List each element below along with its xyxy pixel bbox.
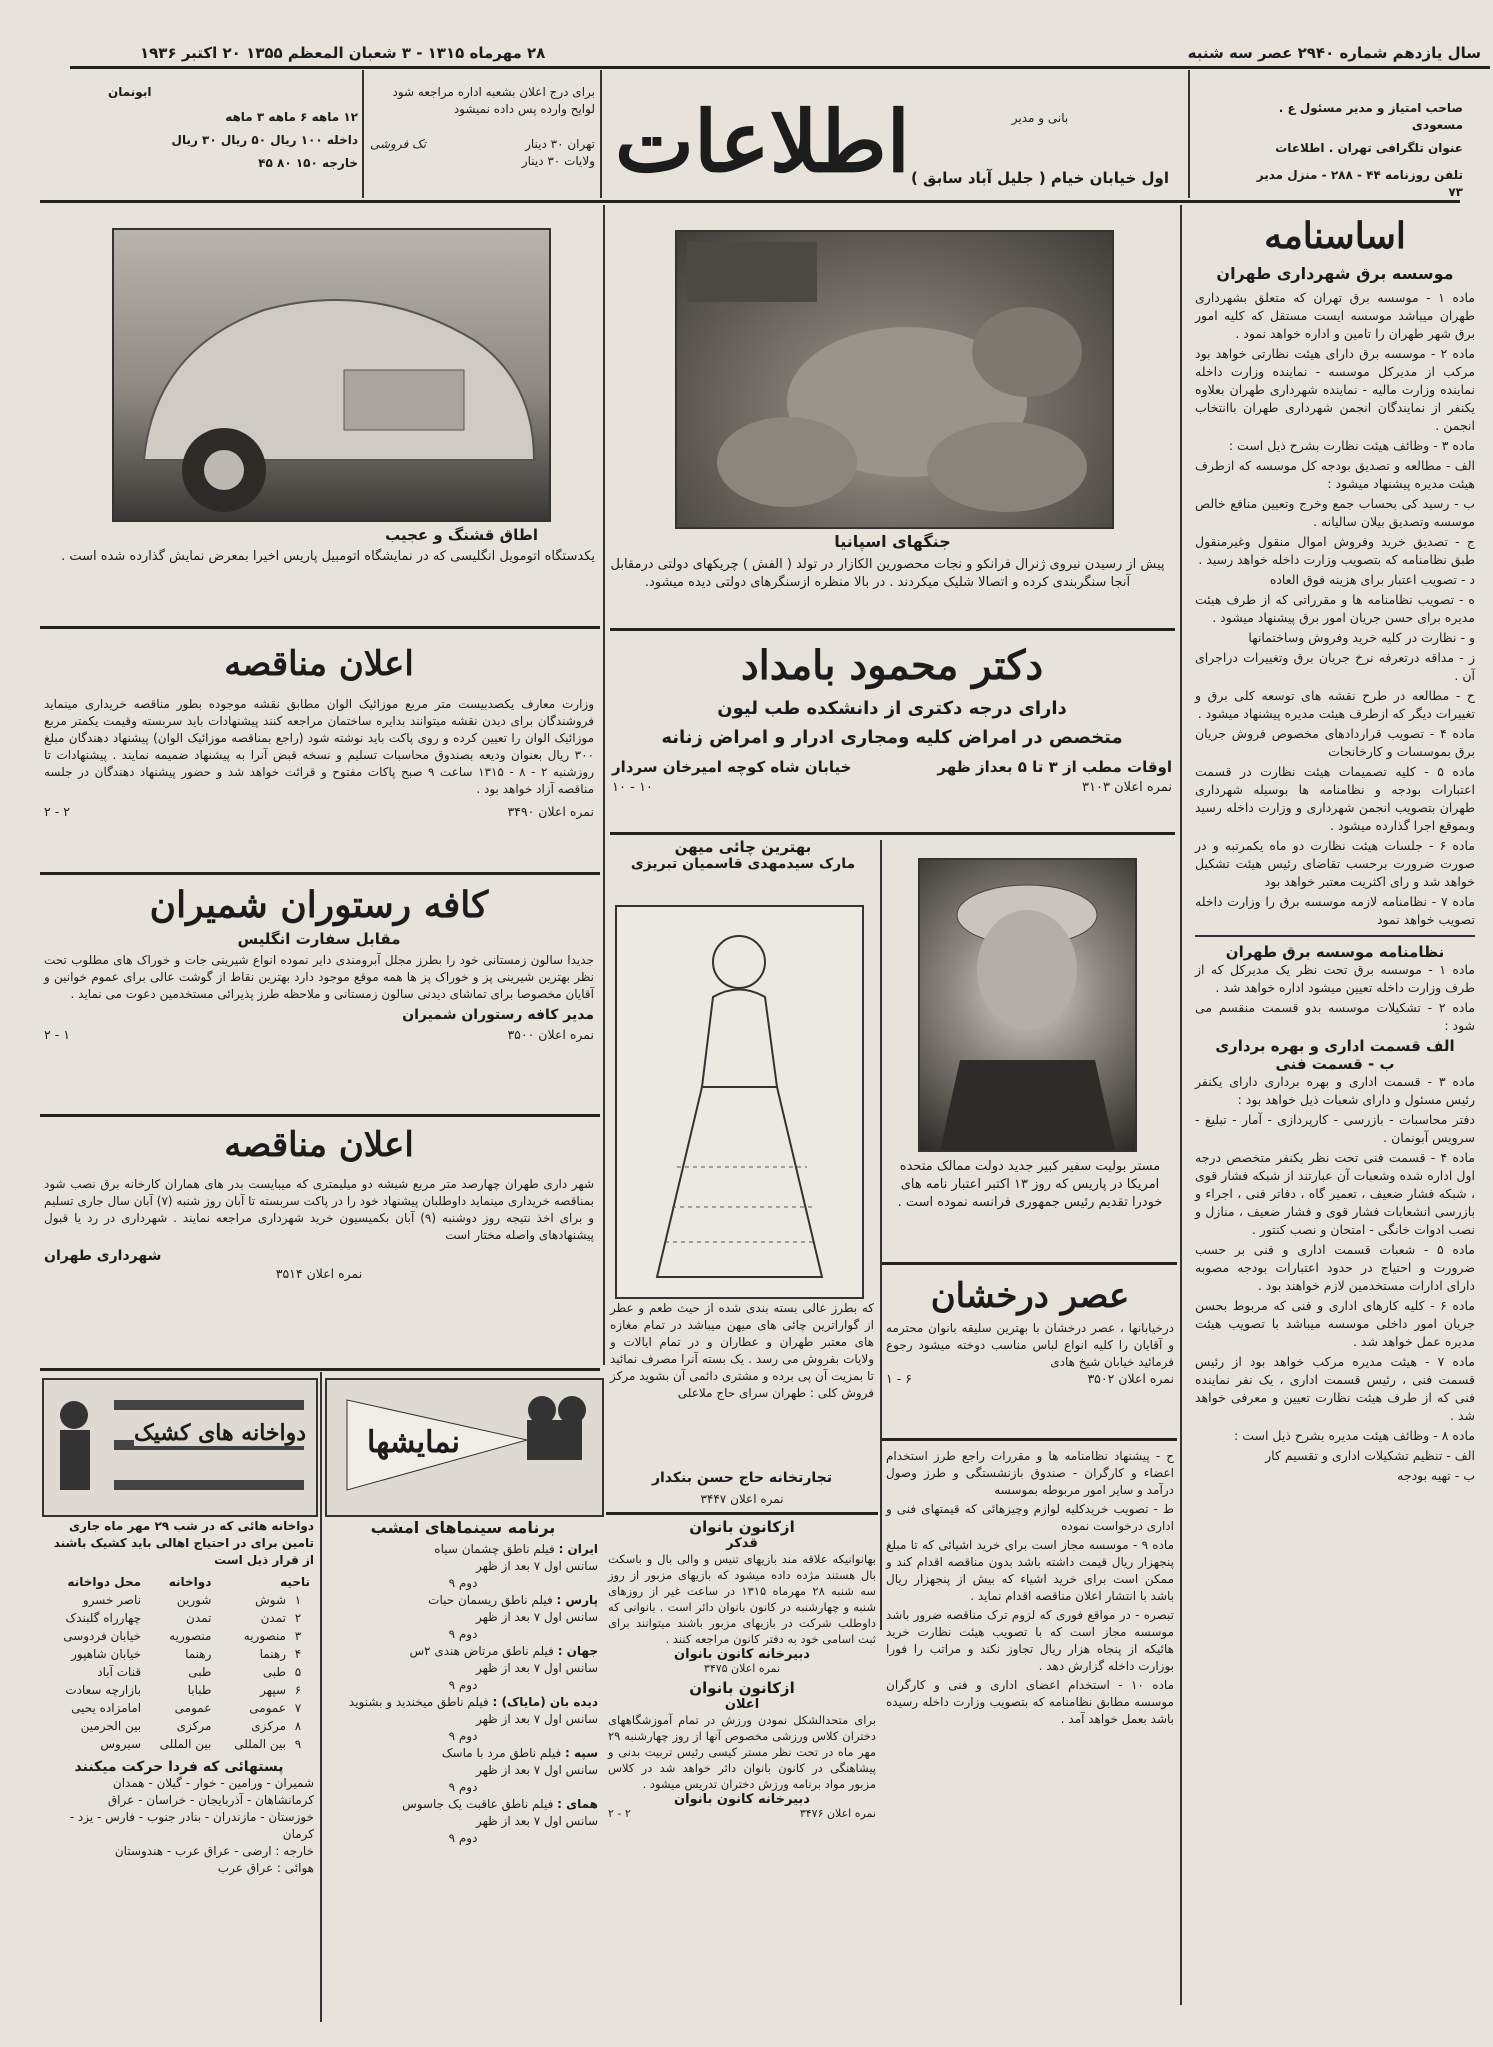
table-row xyxy=(44,1645,314,1663)
phone-line: تلفن روزنامه ۴۴ - ۲۸۸ - منزل مدیر ۷۳ xyxy=(1256,168,1463,199)
car-story-caption: یکدستگاه اتومویل انگلیسی که در نمایشگاه اتومبیل پاریس اخیرا بمعرض نمایش گذارده شده است . xyxy=(61,549,595,564)
tender1-top-rule xyxy=(40,626,600,629)
row-location: امامزاده یحیی xyxy=(71,1701,142,1715)
statute-title: اساسنامه xyxy=(1264,215,1406,257)
masthead-divider-1 xyxy=(1188,70,1190,198)
row-pharmacy: شورین xyxy=(176,1593,212,1607)
womens-club-top-rule xyxy=(606,1512,878,1515)
masthead-address-block xyxy=(900,110,1180,187)
row-num: ۶ xyxy=(294,1683,302,1697)
masthead-owner-block xyxy=(1238,100,1463,201)
tender2-body: شهر داری طهران چهارصد متر مربع شیشه دو میلیمتری که میبایست بدر های هماران کارخانه برق نصب شود بمناقصه خریداری مینماید داوطلبان پیشنهاد خود را در پاکت سربسته تا آبان روز شنبه (۷) آبان سال جاری تسلیم و برای اخذ نتیجه روز دوشنبه (۹) آبان بکمیسیون خرید شهرداری مراجعه نمایند . شهرداری در رد یا قبول پیشنهادهای واصله مختار است xyxy=(44,1177,594,1242)
statute-para: ز - مداقه درتعرفه نرخ جریان برق وتغییرات دراجرای آن . xyxy=(1195,650,1475,683)
row-num: ۱ xyxy=(294,1593,302,1607)
mail-line: هوائی : عراق عرب xyxy=(217,1861,314,1875)
woman-illustration xyxy=(617,907,862,1297)
mail-line: خوزستان - مازندران - بنادر جنوب - فارس - یزد - کرمان xyxy=(69,1810,314,1841)
cinema-entry xyxy=(328,1796,598,1847)
section-a-title: الف قسمت اداری و بهره برداری xyxy=(1215,1037,1455,1055)
table-header xyxy=(44,1573,314,1591)
statute-para: ماده ۶ - جلسات هیئت نظارت دو ماه یکمرتبه و در صورت ضرورت برحسب تقاضای رئیس هیئت تشکیل خواهد شد و رای اکثریت معتبر خواهد بود xyxy=(1195,838,1476,889)
row-location: بین الحرمین xyxy=(80,1719,142,1733)
masthead-divider-2 xyxy=(600,70,602,198)
cafe-ref: نمره اعلان ۳۵۰۰ xyxy=(507,1027,594,1042)
cinema-show: دوم ۹ xyxy=(448,1678,478,1692)
statute-para: ماده ۵ - کلیه تصمیمات هیئت نظارت در قسمت اعتبارات بودجه و نظامنامه ها بوسیله شهرداری طهران بتصویب انجمن شهرداری و وزارت داخله رسید وبموقع اجرا گذارده میشود . xyxy=(1195,764,1476,833)
cinema-show: سانس اول ۷ بعد از ظهر xyxy=(476,1712,598,1726)
cinema-film: فیلم ناطق عاقبت یک جاسوس xyxy=(402,1797,554,1811)
cinema-show: سانس اول ۷ بعد از ظهر xyxy=(476,1814,598,1828)
asr-title: عصر درخشان xyxy=(930,1276,1130,1316)
asr-ref-date: ۶ - ۱ xyxy=(886,1371,912,1386)
section-para: ماده ۵ - شعبات قسمت اداری و فنی بر حسب ضرورت و احتیاج در حدود اعتبارات بودجه مصوبه دارای ادارات مستخدمین لازم خواهند بود . xyxy=(1195,1242,1476,1293)
doctor-ref-date: ۱۰ - ۱۰ xyxy=(612,780,653,795)
pharmacy-list xyxy=(44,1518,314,1877)
car-story-title: اطاق قشنگ و عجیب xyxy=(385,526,538,544)
col-pharmacy: دواخانه xyxy=(168,1575,212,1589)
cinema-film: فیلم ناطق مرتاض هندی ۲س xyxy=(409,1644,554,1658)
table-row xyxy=(44,1717,314,1735)
ad-note-2: لوایح وارده پس داده نمیشود xyxy=(453,102,595,116)
table-row xyxy=(44,1627,314,1645)
cinema-show: دوم ۹ xyxy=(448,1576,478,1590)
doctor-hours: اوقات مطب از ۳ تا ۵ بعداز ظهر xyxy=(937,758,1172,776)
row-pharmacy: منصوریه xyxy=(169,1629,212,1643)
tea-body: که بطرز عالی بسته بندی شده از حیث طعم و عطر از گواراترین چائی های میهن میباشد در تمام مغازه های معتبر طهران و عطاران و در تمام ایالات و ولایات بفروش می رسد . یک بسته آنرا مصرف نمائید تا بمزیت آن پی برده و مشتری دائمی آن بشوید مرکز فروش کلی : طهران سرای حاج ملاعلی xyxy=(610,1301,874,1400)
cinema-entry xyxy=(328,1745,598,1796)
tender2-title: اعلان مناقصه xyxy=(224,1125,414,1165)
price-tehran: تهران ۳۰ دینار xyxy=(525,137,595,151)
asr-ad xyxy=(886,1272,1174,1386)
photo-illustration xyxy=(677,232,1112,527)
statute-article xyxy=(1195,212,1475,1487)
cinema-name: ایران : xyxy=(558,1542,598,1556)
tea-signature: تجارتخانه حاج حسن بنکدار xyxy=(651,1470,833,1486)
womens-club-title2: ازکانون بانوان xyxy=(689,1679,795,1697)
masthead-top-rule xyxy=(70,66,1490,69)
pharmacy-table xyxy=(44,1573,314,1753)
pharmacy-logo-text: دواخانه های کشیک xyxy=(134,1420,307,1446)
asr-ref: نمره اعلان ۳۵۰۲ xyxy=(1087,1371,1174,1386)
telegraph-line: عنوان تلگرافی تهران . اطلاعات xyxy=(1275,141,1463,155)
cinema-logo-box xyxy=(325,1378,604,1517)
cinema-show: سانس اول ۷ بعد از ظهر xyxy=(476,1661,598,1675)
row-area: عمومی xyxy=(249,1701,286,1715)
womens-club-signature2: دبیرخانه کانون بانوان xyxy=(674,1792,810,1807)
doctor-ad xyxy=(612,640,1172,795)
statute-para: ح - مطالعه در طرح نقشه های توسعه کلی برق و تغییرات دیگر که ازطرف هیئت مدیره پیشنهاد میشود . xyxy=(1195,688,1475,721)
table-row xyxy=(44,1609,314,1627)
regulation-para: ماده ۲ - تشکیلات موسسه بدو قسمت منقسم می شود : xyxy=(1195,1000,1476,1033)
row-num: ۵ xyxy=(294,1665,302,1679)
statute-para: و - نظارت در کلیه خرید وفروش وساختمانها xyxy=(1248,630,1475,645)
col-location: محل دواخانه xyxy=(67,1575,142,1589)
mail-line: کرمانشاهان - آذربایجان - خراسان - عراق xyxy=(107,1793,314,1807)
row-location: ناصر خسرو xyxy=(82,1593,142,1607)
cafe-title: کافه رستوران شمیران xyxy=(149,884,489,926)
cinema-show: دوم ۹ xyxy=(448,1780,478,1794)
diplomat-caption: مستر بولیت سفیر کبیر جدید دولت ممالک متحده امریکا در پاریس که روز ۱۳ اکتبر اعتبار نامه های خودرا تقدیم رئیس جمهوری فرانسه نموده است . xyxy=(897,1159,1163,1210)
regulation-para: ماده ۱ - موسسه برق تحت نظر یک مدیرکل که از طرف وزارت داخله تعیین میشود اداره خواهد شد . xyxy=(1195,962,1475,995)
ad-note-1: برای درج اعلان بشعبه اداره مراجعه شود xyxy=(392,85,595,99)
cinema-name: دیده بان (مایاک) : xyxy=(492,1695,598,1709)
table-row xyxy=(44,1591,314,1609)
doctor-line2: متخصص در امراض کلیه ومجاری ادرار و امراض زنانه xyxy=(661,727,1123,748)
row-num: ۹ xyxy=(294,1737,302,1751)
cinema-show: دوم ۹ xyxy=(448,1831,478,1845)
newspaper-title: اطلاعات xyxy=(614,92,910,191)
middle-para: ماده ۹ - موسسه مجاز است برای خرید اشیائی که تا مبلغ پنجهزار ریال قیمت داشته باشد بدون مناقصه اقدام کند و ممکن است برای خرید اشیاء که بیش از پنجهزار ریال باشد با انتشار اعلان مناقصه اقدام نماید . xyxy=(886,1538,1174,1603)
tender1-body: وزارت معارف یکصدبیست متر مربع موزائیک الوان مطابق نقشه موجوده بطور مناقصه خریداری مینماید فروشندگان برای دیدن نقشه میتوانند بدایره ساختمان مراجعه کنند پیشنهادات باید سربسته وقیمت یکمتر مربع موزائیک الوان را تعیین کرده و روی پاکت باید نوشته شود (راجع بمناقصه موزائیک الوان) پیشنهاد دهندگان مبلغ ۳۰۰ ریال بعنوان ودیعه بصندوق محاسبات تسلیم و نسخه قبض آنرا به پیشنهاد ضمیمه نمایند . پیشنهادات تا روزشنبه ۲ - ۸ - ۱۳۱۵ ساعت ۹ صبح پاکات مفتوح و قرائت خواهد شد و حضور پیشنهاد دهندگان در جلسه مناقصه آزاد خواهد بود . xyxy=(44,697,594,796)
cinema-show: سانس اول ۷ بعد از ظهر xyxy=(476,1763,598,1777)
section-para: دفتر محاسبات - بازرسی - کارپردازی - آمار - تبلیغ - سرویس آبونمان . xyxy=(1195,1112,1475,1145)
cinema-name: پارس : xyxy=(556,1593,598,1607)
cinema-film: فیلم ناطق مرد با ماسک xyxy=(441,1746,562,1760)
asr-bottom-rule xyxy=(882,1438,1177,1441)
row-num: ۲ xyxy=(294,1611,302,1625)
row-area: منصوریه xyxy=(243,1629,286,1643)
tender2-bottom-rule xyxy=(40,1368,600,1371)
statute-para: ج - تصدیق خرید وفروش اموال منقول وغیرمنقول طبق نظامنامه که بتصویب وزارت داخله خواهد رسید . xyxy=(1195,534,1475,567)
womens-club-ref2: نمره اعلان ۳۴۷۶ xyxy=(799,1807,876,1820)
cinema-entry xyxy=(328,1592,598,1643)
row-location: خیابان شاهپور xyxy=(71,1647,142,1661)
cinema-show: دوم ۹ xyxy=(448,1627,478,1641)
tender1-bottom-rule xyxy=(40,872,600,875)
row-area: شوش xyxy=(255,1593,286,1607)
subs-domestic: داخله ۱۰۰ ریال ۵۰ ریال ۳۰ ریال xyxy=(171,133,358,147)
tender-2 xyxy=(44,1120,594,1281)
cafe-ref-date: ۱ - ۲ xyxy=(44,1027,70,1042)
table-row xyxy=(44,1681,314,1699)
cinema-title: برنامه سینماهای امشب xyxy=(370,1518,556,1537)
middle-para: تبصره - در مواقع فوری که لزوم ترک مناقصه ضرور باشد موسسه مجاز است که با تصویب هیئت نظارت خرید هائیکه از پنجاه هزار ریال تجاوز نکند و مراتب را فورا بوزارت داخله گزارش دهد . xyxy=(886,1608,1174,1673)
pharmacist-icon xyxy=(44,1380,316,1515)
row-area: تمدن xyxy=(260,1611,286,1625)
address-line: اول خیابان خیام ( جلیل آباد سابق ) xyxy=(910,169,1170,187)
row-pharmacy: مرکزی xyxy=(176,1719,212,1733)
masthead-divider-3 xyxy=(362,70,364,198)
womens-club-title: ازکانون بانوان xyxy=(689,1518,795,1536)
tender2-signature: شهرداری طهران xyxy=(44,1248,162,1264)
womens-club-subtitle2: اعلان xyxy=(724,1697,760,1712)
womens-club-signature: دبیرخانه کانون بانوان xyxy=(674,1647,810,1662)
row-area: طبی xyxy=(262,1665,286,1679)
row-location: خیابان فردوسی xyxy=(63,1629,142,1643)
cinema-entry xyxy=(328,1643,598,1694)
tender1-ref: نمره اعلان ۳۴۹۰ xyxy=(507,804,594,819)
statute-para: ماده ۲ - موسسه برق دارای هیئت نظارتی خواهد بود مرکب از مدیرکل موسسه - نماینده وزارت داخله نماینده وزارت مالیه - نماینده شهرداری طهران بعلاوه یکنفر از نمایندگان انجمن شهرداری طهران باانتخاب انجمن . xyxy=(1195,346,1476,433)
middle-para: ط - تصویب خریدکلیه لوازم وچیزهائی که قیمتهای فنی و اداری درخواست نموده xyxy=(886,1502,1174,1533)
column-divider-bottom-left xyxy=(320,1372,322,2022)
middle-para: ح - پیشنهاد نظامنامه ها و مقررات راجع طرز استخدام اعضاء و کارگران - صندوق بازنشستگی و طرز وصول درآمد و سایر امور مربوطه بموسسه xyxy=(886,1449,1174,1497)
cinema-show: سانس اول ۷ بعد از ظهر xyxy=(476,1610,598,1624)
cinema-logo-text: نمایشها xyxy=(367,1425,460,1460)
statute-para: ه - تصویب نظامنامه ها و مقرراتی که از طرف هیئت مدیره برای حسن جریان امور برق پیشنهاد میشود . xyxy=(1195,592,1475,625)
row-area: رهنما xyxy=(259,1647,286,1661)
section-para: ماده ۳ - قسمت اداری و بهره برداری دارای یکنفر رئیس مسئول و دارای شعبات ذیل خواهد بود : xyxy=(1195,1074,1475,1107)
issue-line: سال یازدهم شماره ۲۹۴۰ عصر سه شنبه xyxy=(1187,44,1481,62)
tea-ref: نمره اعلان ۳۴۴۷ xyxy=(700,1492,784,1506)
regulation-title: نظامنامه موسسه برق طهران xyxy=(1225,943,1445,961)
spain-war-photo xyxy=(675,230,1114,529)
spain-story-title: جنگهای اسپانیا xyxy=(834,532,951,551)
tea-ad-illustration xyxy=(615,905,864,1299)
table-row xyxy=(44,1699,314,1717)
row-area: بین المللی xyxy=(234,1737,286,1751)
row-pharmacy: طبابا xyxy=(187,1683,212,1697)
doctor-top-rule xyxy=(610,628,1175,631)
tea-subtitle: مارک سیدمهدی قاسمیان تبریزی xyxy=(630,856,856,872)
cinema-schedule xyxy=(328,1518,598,1847)
mail-line: شمیران - ورامین - خوار - گیلان - همدان xyxy=(112,1776,314,1790)
row-pharmacy: طبی xyxy=(188,1665,212,1679)
womens-club-subtitle: قدکر xyxy=(726,1536,758,1551)
subs-periods: ۱۲ ماهه ۶ ماهه ۳ ماهه xyxy=(225,110,358,124)
tender1-title: اعلان مناقصه xyxy=(224,644,414,684)
masthead-bottom-rule xyxy=(40,200,1460,203)
cinema-entry xyxy=(328,1694,598,1745)
middle-para: ماده ۱۰ - استخدام اعضای اداری و فنی و کارگران موسسه مطابق نظامنامه که بتصویب وزارت داخله رسیده باشد بعمل خواهد آمد . xyxy=(886,1678,1175,1726)
owner-line: صاحب امتیاز و مدیر مسئول ع . مسعودی xyxy=(1278,101,1463,132)
middle-column-text xyxy=(886,1448,1174,1730)
womens-club-ref-date2: ۲ - ۲ xyxy=(608,1807,631,1820)
section-b-title: ب - قسمت فنی xyxy=(1275,1055,1395,1073)
doctor-ref: نمره اعلان ۳۱۰۳ xyxy=(1082,780,1172,795)
doctor-line1: دارای درجه دکتری از دانشکده طب لیون xyxy=(717,698,1067,719)
mail-list xyxy=(44,1775,314,1877)
section-para: ب - تهیه بودجه xyxy=(1397,1468,1475,1483)
row-area: مرکزی xyxy=(251,1719,286,1733)
tea-ad-header xyxy=(612,838,874,872)
car-illustration xyxy=(114,230,549,520)
statute-para: د - تصویب اعتبار برای هزینه فوق العاده xyxy=(1269,572,1475,587)
row-pharmacy: تمدن xyxy=(186,1611,212,1625)
cinema-entry xyxy=(328,1541,598,1592)
row-num: ۳ xyxy=(294,1629,302,1643)
cinema-show: دوم ۹ xyxy=(448,1729,478,1743)
section-para: ماده ۴ - قسمت فنی تحت نظر یکنفر متخصص درجه اول اداره شده وشعبات آن عبارتند از شبکه فشار قوی ، شبکه فشار ضعیف ، تعمیر گاه ، دفاتر فنی ، اجراء و بازرسی انشعابات فشار قوی و فشار ضعیف ، منازل و نصب ادوات خانگی - امتحان و نصب کنتور . xyxy=(1195,1150,1476,1237)
row-location: سیروس xyxy=(100,1737,142,1751)
section-para: ماده ۷ - هیئت مدیره مرکب خواهد بود از رئیس قسمت فنی ، رئیس قسمت اداری ، یک نفر نماینده فنی که از طرف هیئت نظارت تعیین و معرفی خواهد شد . xyxy=(1195,1354,1475,1423)
row-area: سپهر xyxy=(260,1683,286,1697)
cinema-name: همای : xyxy=(557,1797,598,1811)
statute-body xyxy=(1195,289,1475,929)
price-provinces: ولایات ۳۰ دینار xyxy=(521,154,595,168)
founder-label: بانی و مدیر xyxy=(1011,111,1069,125)
row-pharmacy: بین المللی xyxy=(159,1737,212,1751)
row-pharmacy: رهنما xyxy=(185,1647,212,1661)
masthead-subscription-block xyxy=(108,84,358,172)
section-body xyxy=(1195,1073,1475,1485)
womens-club-ref: نمره اعلان ۳۴۷۵ xyxy=(703,1662,781,1675)
regulation-body xyxy=(1195,961,1475,1035)
cafe-subtitle: مقابل سفارت انگلیس xyxy=(237,930,401,948)
womens-club-body: بهانوانیکه علاقه مند بازیهای تنیس و والی بال و باسکت بال هستند مژده داده میشود که بازیهای مزبور از روز سه شنبه ۲۸ مهرماه ۱۳۱۵ در ساعت غیر از روزهای شنبه و چهارشنبه در کانون بانوان دائر است . بانوانی که داوطلب شرکت در بازیهای مزبور باشند میتوانند برای ثبت اسامی خود به دفتر کانون مراجعه کنند . xyxy=(608,1552,876,1646)
doctor-address: خیابان شاه کوچه امیرخان سردار xyxy=(612,758,852,776)
subs-label: ابونمان xyxy=(108,85,152,99)
cinema-name: جهان : xyxy=(557,1644,598,1658)
cinema-show: سانس اول ۷ بعد از ظهر xyxy=(476,1559,598,1573)
cinema-film: فیلم ناطق میخندید و بشنوید xyxy=(348,1695,489,1709)
column-divider-left xyxy=(603,205,605,1365)
single-copy-label: تک فروشی xyxy=(370,137,427,151)
cinema-film: فیلم ناطق چشمان سیاه xyxy=(434,1542,555,1556)
tea-title: بهترین چائی میهن xyxy=(674,838,812,856)
section-para: ماده ۶ - کلیه کارهای اداری و فنی که مربوط بحسن جریان امور داخلی موسسه میباشد با تصویب هیئت مدیره عمل خواهد شد . xyxy=(1195,1298,1476,1349)
womens-club-body2: برای متحدالشکل نمودن ورزش در تمام آموزشگاههای دختران کلاس ورزشی مخصوص آنها از روز چهارشنبه ۲۹ مهر ماه در تحت نظر مستر کیسی رئیس تربیت بدنی و پیشاهنگی در کانون بانوان دائر خواهد شد در کلاس مزبور مواد برنامه ورزش دختران تدریس میشود . xyxy=(608,1713,876,1791)
man-illustration xyxy=(920,860,1135,1150)
cafe-body: جدیدا سالون زمستانی خود را بطرز مجلل آبرومندی دایر نموده انواع شیرینی جات و خوراک های مطلوب تحت نظر بهترین شیرینی پز و خوراک پز ها همه موقع موجود دارد بهترین نقاط از گوشت عالی برای عموم خوانین و آقایان مخصوصا برای تماشای دیدنی سالون زمستانی و ملاحظه طرز پذیرائی مستخدمین دعوت می نماید . xyxy=(44,953,594,1001)
statute-para: ماده ۴ - تصویب قراردادهای مخصوص فروش جریان برق بموسسات و کارخانجات xyxy=(1195,726,1475,759)
cinema-name: سپه : xyxy=(565,1746,598,1760)
doctor-name: دکتر محمود بامداد xyxy=(740,642,1044,689)
cafe-bottom-rule xyxy=(40,1114,600,1117)
statute-para: الف - مطالعه و تصدیق بودجه کل موسسه که ازطرف هیئت مدیره پیشنهاد میشود : xyxy=(1195,458,1475,491)
column-divider-right xyxy=(1180,205,1182,2005)
asr-body: درخیابانها ، عصر درخشان با بهترین سلیقه بانوان محترمه و آقایان را کلیه انواع لباس مناسب دوخته میشود رجوع فرمائید خیابان شیخ هادی xyxy=(886,1321,1174,1369)
row-pharmacy: عمومی xyxy=(174,1701,212,1715)
table-row xyxy=(44,1663,314,1681)
row-num: ۷ xyxy=(294,1701,302,1715)
cafe-signature: مدیر کافه رستوران شمیران xyxy=(402,1007,594,1023)
masthead-ad-block xyxy=(370,84,595,170)
row-location: چهارراه گلبندک xyxy=(65,1611,142,1625)
section-para: الف - تنظیم تشکیلات اداری و تقسیم کار xyxy=(1265,1448,1475,1463)
tender2-ref: نمره اعلان ۳۵۱۴ xyxy=(275,1266,363,1281)
statute-separator xyxy=(1195,935,1475,937)
spain-story-caption: پیش از رسیدن نیروی ژنرال فرانکو و نجات محصورین الکازار در تولد ( الفش ) چریکهای دولتی درمقابل آنجا سنگربندی کرده و اتصالا شلیک میکردند . در بالا منظره ازسنگرهای دولتی دیده میشود. xyxy=(610,557,1165,590)
table-row xyxy=(44,1735,314,1753)
statute-para: ماده ۱ - موسسه برق تهران که متعلق بشهرداری طهران میباشد موسسه ایست مستقل که کلیه امور برق شهر طهران را تامین و اداره خواهد نمود . xyxy=(1195,290,1476,341)
car-photo xyxy=(112,228,551,522)
statute-para: ماده ۷ - نظامنامه لازمه موسسه برق را وزارت داخله تصویب خواهد نمود xyxy=(1195,894,1475,927)
column-divider-center xyxy=(880,840,882,1630)
mail-line: خارجه : ارضی - عراق عرب - هندوستان xyxy=(114,1844,314,1858)
diplomat-photo xyxy=(918,858,1137,1152)
row-location: قنات آباد xyxy=(97,1665,142,1679)
row-num: ۴ xyxy=(294,1647,302,1661)
statute-para: ب - رسید کی بحساب جمع وخرج وتعیین منافع خالص موسسه وتصدیق بیلان سالیانه . xyxy=(1195,496,1475,529)
subs-foreign: خارجه ۱۵۰ ۸۰ ۴۵ xyxy=(258,156,358,170)
cinema-film: فیلم ناطق ریسمان حیات xyxy=(428,1593,553,1607)
tender-1 xyxy=(44,640,594,819)
section-para: ماده ۸ - وظائف هیئت مدیره بشرح ذیل است : xyxy=(1234,1428,1475,1443)
col-area: ناحیه xyxy=(280,1575,310,1589)
pharmacy-intro: دواخانه هائی که در شب ۲۹ مهر ماه جاری تامین برای در احتیاج اهالی باید کشیک باشند از قرار ذیل است xyxy=(53,1519,314,1567)
date-line: ۲۸ مهرماه ۱۳۱۵ - ۳ شعبان المعظم ۱۳۵۵ ۲۰ اکتبر ۱۹۳۶ xyxy=(140,44,546,62)
pharmacy-logo-box xyxy=(42,1378,318,1517)
asr-top-rule xyxy=(882,1262,1177,1265)
row-location: بازارچه سعادت xyxy=(65,1683,142,1697)
cafe-ad xyxy=(44,880,594,1042)
statute-para: ماده ۳ - وظائف هیئت نظارت بشرح ذیل است : xyxy=(1228,438,1475,453)
doctor-bottom-rule xyxy=(610,832,1175,835)
row-num: ۸ xyxy=(294,1719,302,1733)
womens-club xyxy=(608,1518,876,1820)
statute-subtitle: موسسه برق شهرداری طهران xyxy=(1216,264,1454,283)
mail-title: پستهائی که فردا حرکت میکنند xyxy=(74,1759,284,1775)
tender1-ref-date: ۲ - ۲ xyxy=(44,804,70,819)
